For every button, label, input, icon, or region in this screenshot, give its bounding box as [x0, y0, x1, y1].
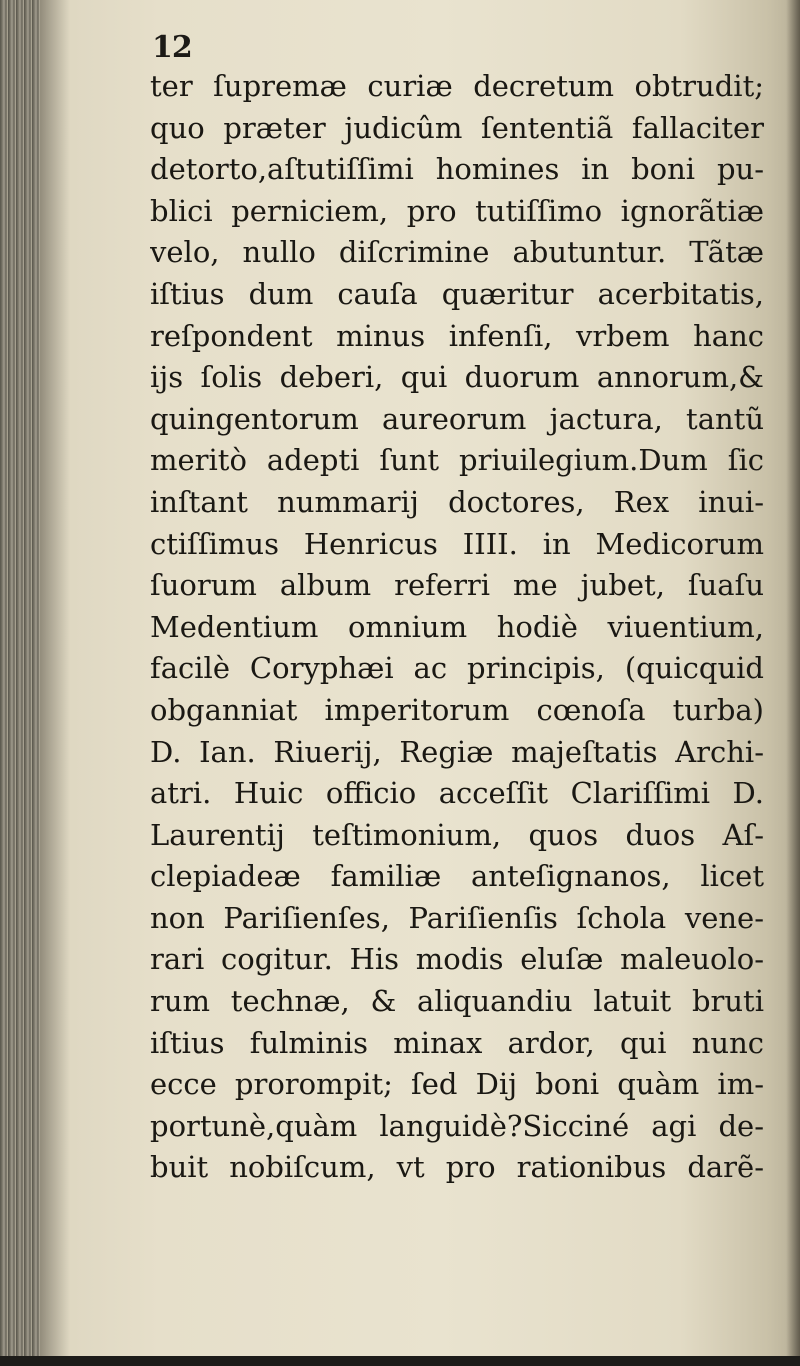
text-line: Laurentij teſtimonium, quos duos Aſ- — [150, 817, 764, 852]
text-line: ijs ſolis deberi, qui duorum annorum,& — [150, 360, 764, 395]
text-line: velo, nullo diſcrimine abutuntur. Tãtæ — [150, 235, 764, 270]
text-line: inſtant nummarij doctores, Rex inui- — [150, 484, 764, 519]
text-line: portunè,quàm languidè?Sicciné agi de- — [150, 1108, 764, 1143]
book-binding-gutter — [0, 0, 40, 1366]
text-line: obganniat imperitorum cœnoſa turba) — [150, 692, 764, 727]
text-line: iſtius dum cauſa quæritur acerbitatis, — [150, 276, 764, 311]
text-line: detorto,aſtutiſſimi homines in boni pu- — [150, 152, 764, 187]
gutter-shadow — [40, 0, 70, 1366]
page-right-edge — [786, 0, 800, 1366]
text-line: facilè Coryphæi ac principis, (quicquid — [150, 651, 764, 686]
text-line: clepiadeæ familiæ anteſignanos, licet — [150, 859, 764, 894]
text-line: rari cogitur. His modis eluſæ maleuolo- — [150, 942, 764, 977]
text-line: non Pariſienſes, Pariſienſis ſchola vene- — [150, 900, 764, 935]
text-line: D. Ian. Riuerij, Regiæ majeſtatis Archi- — [150, 734, 764, 769]
body-text — [150, 66, 770, 1189]
text-line: quo præter judicûm ſententiã fallaciter — [150, 110, 764, 145]
page-number: 12 — [152, 30, 192, 65]
text-line: Medentium omnium hodiè viuentium, — [150, 609, 764, 644]
text-line: blici perniciem, pro tutiſſimo ignorãtiæ — [150, 193, 764, 228]
text-line: ecce prorompit; ſed Dij boni quàm im- — [150, 1067, 764, 1102]
text-line: rum technæ, & aliquandiu latuit bruti — [150, 984, 764, 1019]
text-line: ſuorum album referri me jubet, ſuaſu — [150, 568, 764, 603]
text-line: iſtius fulminis minax ardor, qui nunc — [150, 1025, 764, 1060]
text-line: atri. Huic officio acceſſit Clariſſimi D. — [150, 776, 764, 811]
text-line: reſpondent minus infenſi, vrbem hanc — [150, 318, 764, 353]
text-line: meritò adepti ſunt priuilegium.Dum ſic — [150, 443, 764, 478]
text-line: ctiſſimus Henricus IIII. in Medicorum — [150, 526, 764, 561]
text-line: ter ſupremæ curiæ decretum obtrudit; — [150, 69, 764, 103]
text-line: buit nobiſcum, vt pro rationibus darẽ- — [150, 1150, 764, 1185]
page-bottom-edge — [0, 1356, 800, 1366]
text-line: quingentorum aureorum jactura, tantũ — [150, 401, 764, 436]
